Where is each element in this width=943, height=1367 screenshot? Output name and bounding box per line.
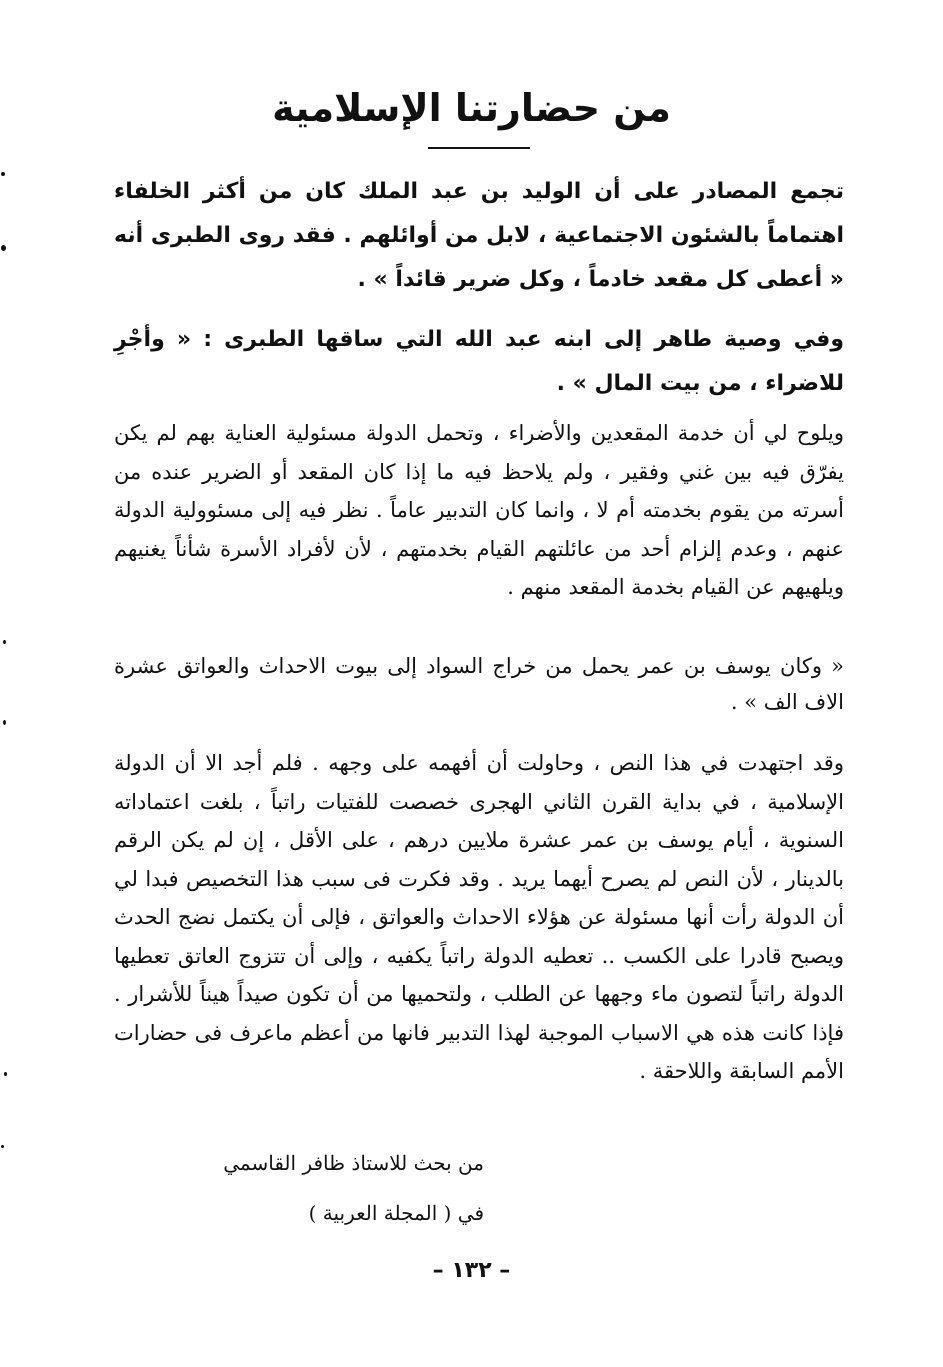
scan-speck — [1, 245, 6, 251]
paragraph-yusuf-quotation: « وكان يوسف بن عمر يحمل من خراج السواد إلى بيوت الاحداث والعواتق عشرة الاف الف » . — [114, 654, 844, 714]
scan-speck — [1, 1145, 4, 1148]
scan-speck — [4, 1072, 7, 1076]
scan-speck — [1, 172, 5, 176]
paragraph-tahir-testament: وفي وصية طاهر إلى ابنه عبد الله التي ساقها الطبرى : « وأجْرِ للاضراء ، من بيت المال » . — [114, 327, 844, 396]
scan-speck — [3, 640, 6, 644]
title-underline — [428, 147, 530, 149]
page-title: من حضارتنا الإسلامية — [272, 86, 671, 130]
scan-speck — [3, 720, 6, 725]
page-number: – ١٣٢ – — [432, 1258, 511, 1283]
source-author: من بحث للاستاذ ظافر القاسمي — [223, 1151, 484, 1175]
source-journal: في ( المجلة العربية ) — [308, 1201, 484, 1225]
paragraph-state-care-disabled: ويلوح لي أن خدمة المقعدين والأضراء ، وتحمل الدولة مسئولية العناية بهم لم يكن يفرّق فيه بين غني وفقير ، ولم يلاحظ فيه ما إذا كان المقعد أو الضرير عنده من أسرته من يقوم بخدمته أم لا ، وانما كان التدبير عاماً . نظر فيه إلى مسئوولية الدولة عنهم ، وعدم إلزام أحد من عائلتهم القيام بخدمتهم ، لأن لأفراد الأسرة شأناً يغنيهم ويلهيهم عن القيام بخدمة المقعد منهم . — [114, 421, 844, 599]
paragraph-interpretation: وقد اجتهدت في هذا النص ، وحاولت أن أفهمه على وجهه . فلم أجد الا أن الدولة الإسلامية ، في بداية القرن الثاني الهجرى خصصت للفتيات راتباً ، بلغت اعتماداته السنوية ، أيام يوسف بن عمر عشرة ملايين درهم ، على الأقل ، إن لم يكن الرقم بالدينار ، لأن النص لم يصرح أيهما يريد . وقد فكرت فى سبب هذا التخصيص فبدا لي أن الدولة رأت أنها مسئولة عن هؤلاء الاحداث والعواتق ، فإلى أن يكتمل نضج الحدث ويصبح قادرا على الكسب .. تعطيه الدولة راتباً يكفيه ، وإلى أن تتزوج العاتق تعطيها الدولة راتباً لتصون ماء وجهها عن الطلب ، ولتحميها من أن تكون صيداً هيناً للأشرار . فإذا كانت هذه هي الاسباب الموجبة لهذا التدبير فانها من أعظم ماعرف فى حضارات الأمم السابقة واللاحقة . — [114, 751, 844, 1083]
paragraph-walid-social-affairs: تجمع المصادر على أن الوليد بن عبد الملك كان من أكثر الخلفاء اهتماماً بالشئون الاجتماعية ، لابل من أوائلهم . فقد روى الطبرى أنه « أعطى كل مقعد خادماً ، وكل ضرير قائداً » . — [114, 179, 844, 292]
